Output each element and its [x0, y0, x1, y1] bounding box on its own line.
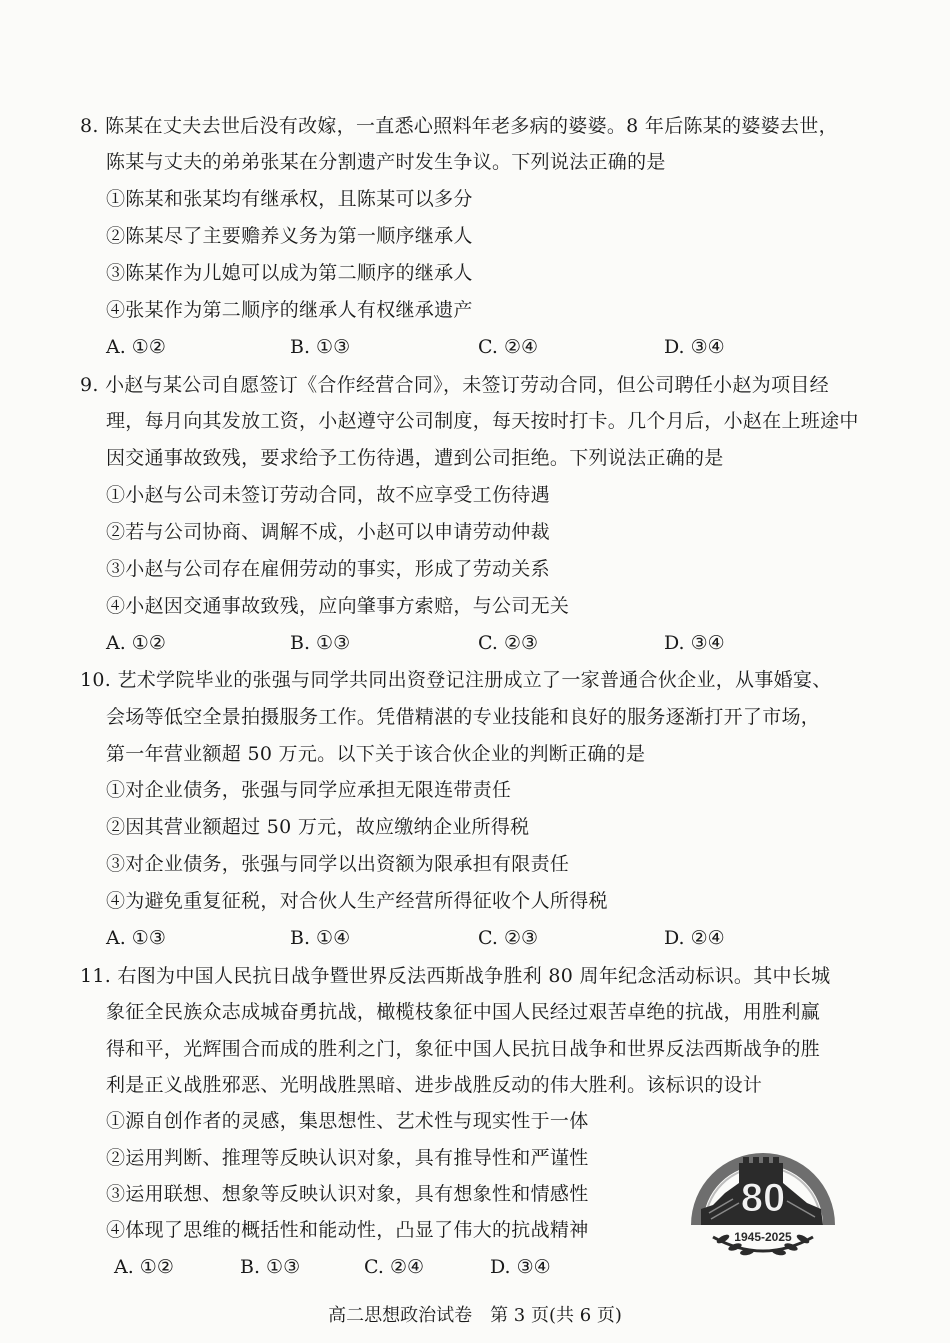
question-9-option-a: A. ①②: [106, 632, 166, 654]
question-8-statement-1: ①陈某和张某均有继承权，且陈某可以多分: [106, 188, 473, 210]
question-10-stem-line-3: 第一年营业额超 50 万元。以下关于该合伙企业的判断正确的是: [106, 743, 646, 765]
question-8-option-b: B. ①③: [290, 336, 351, 358]
question-8-stem-line-2: 陈某与丈夫的弟弟张某在分割遗产时发生争议。下列说法正确的是: [106, 151, 666, 173]
question-11-option-b: B. ①③: [240, 1256, 301, 1278]
question-9-statement-1: ①小赵与公司未签订劳动合同，故不应享受工伤待遇: [106, 484, 550, 506]
question-8-option-d: D. ③④: [664, 336, 725, 358]
anniversary-logo: [683, 1113, 843, 1271]
question-9-statement-3: ③小赵与公司存在雇佣劳动的事实，形成了劳动关系: [106, 558, 550, 580]
question-8-stem-line-1: 8. 陈某在丈夫去世后没有改嫁，一直悉心照料年老多病的婆婆。8 年后陈某的婆婆去世，: [80, 115, 838, 137]
question-9-option-d: D. ③④: [664, 632, 725, 654]
question-10-statement-1: ①对企业债务，张强与同学应承担无限连带责任: [106, 779, 512, 801]
question-10-option-d: D. ②④: [664, 927, 725, 949]
question-10-option-b: B. ①④: [290, 927, 351, 949]
question-11-option-d: D. ③④: [490, 1256, 551, 1278]
question-8-statement-4: ④张某作为第二顺序的继承人有权继承遗产: [106, 299, 473, 321]
question-11-option-a: A. ①②: [114, 1256, 174, 1278]
question-10-statement-3: ③对企业债务，张强与同学以出资额为限承担有限责任: [106, 853, 570, 875]
question-11-stem-line-2: 象征全民族众志成城奋勇抗战，橄榄枝象征中国人民经过艰苦卓绝的抗战，用胜利赢: [106, 1001, 821, 1023]
question-9-statement-2: ②若与公司协商、调解不成，小赵可以申请劳动仲裁: [106, 521, 550, 543]
question-9-stem-line-3: 因交通事故致残，要求给予工伤待遇，遭到公司拒绝。下列说法正确的是: [106, 447, 724, 469]
question-10-statement-2: ②因其营业额超过 50 万元，故应缴纳企业所得税: [106, 816, 530, 838]
great-wall-emblem-icon: [683, 1113, 843, 1271]
page-footer: 高二思想政治试卷 第 3 页(共 6 页): [328, 1305, 622, 1326]
question-8-option-c: C. ②④: [478, 336, 539, 358]
question-8-statement-2: ②陈某尽了主要赡养义务为第一顺序继承人: [106, 225, 473, 247]
logo-number: 80: [740, 1176, 786, 1220]
question-10-stem-line-2: 会场等低空全景拍摄服务工作。凭借精湛的专业技能和良好的服务逐渐打开了市场，: [106, 706, 821, 728]
question-11-statement-3: ③运用联想、想象等反映认识对象，具有想象性和情感性: [106, 1183, 589, 1205]
question-8-statement-3: ③陈某作为儿媳可以成为第二顺序的继承人: [106, 262, 473, 284]
question-11-statement-1: ①源自创作者的灵感，集思想性、艺术性与现实性于一体: [106, 1110, 589, 1132]
question-11-statement-2: ②运用判断、推理等反映认识对象，具有推导性和严谨性: [106, 1147, 589, 1169]
question-9-option-c: C. ②③: [478, 632, 539, 654]
question-10-statement-4: ④为避免重复征税，对合伙人生产经营所得征收个人所得税: [106, 890, 608, 912]
question-11-stem-line-3: 得和平，光辉围合而成的胜利之门，象征中国人民抗日战争和世界反法西斯战争的胜: [106, 1038, 821, 1060]
question-10-stem-line-1: 10. 艺术学院毕业的张强与同学共同出资登记注册成立了一家普通合伙企业，从事婚宴、: [80, 669, 832, 691]
question-9-stem-line-1: 9. 小赵与某公司自愿签订《合作经营合同》，未签订劳动合同，但公司聘任小赵为项目经: [80, 374, 829, 396]
question-11-option-c: C. ②④: [364, 1256, 425, 1278]
logo-years: 1945-2025: [734, 1230, 792, 1244]
question-8-option-a: A. ①②: [106, 336, 166, 358]
question-9-option-b: B. ①③: [290, 632, 351, 654]
question-11-statement-4: ④体现了思维的概括性和能动性，凸显了伟大的抗战精神: [106, 1219, 589, 1241]
question-10-option-a: A. ①③: [106, 927, 166, 949]
question-10-option-c: C. ②③: [478, 927, 539, 949]
question-11-stem-line-1: 11. 右图为中国人民抗日战争暨世界反法西斯战争胜利 80 周年纪念活动标识。其中长城: [80, 965, 831, 987]
question-9-statement-4: ④小赵因交通事故致残，应向肇事方索赔，与公司无关: [106, 595, 570, 617]
question-11-stem-line-4: 利是正义战胜邪恶、光明战胜黑暗、进步战胜反动的伟大胜利。该标识的设计: [106, 1074, 763, 1096]
question-9-stem-line-2: 理，每月向其发放工资，小赵遵守公司制度，每天按时打卡。几个月后，小赵在上班途中: [106, 410, 859, 432]
